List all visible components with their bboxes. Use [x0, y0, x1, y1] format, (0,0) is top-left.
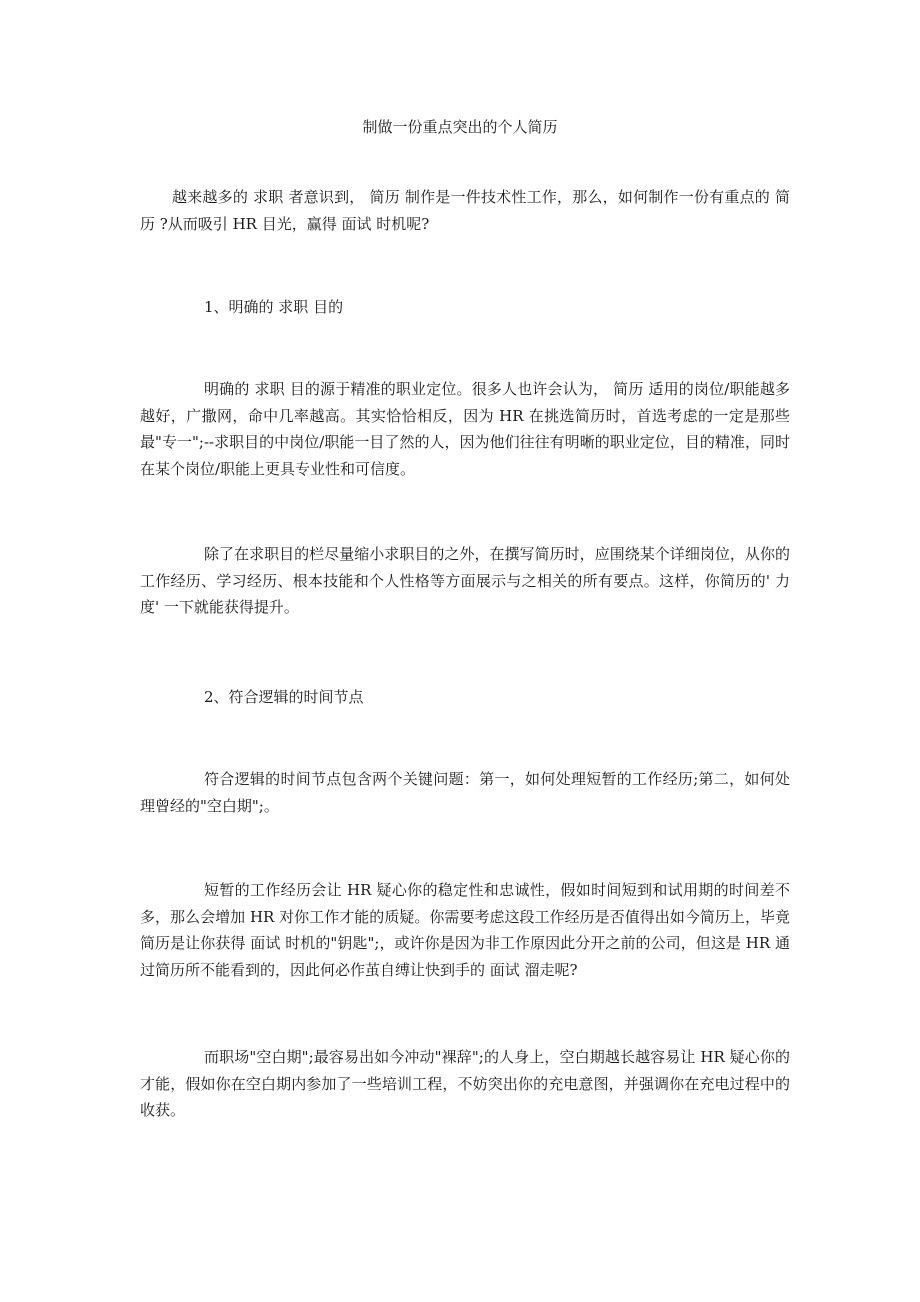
body-paragraph: 明确的 求职 目的源于精准的职业定位。很多人也许会认为， 简历 适用的岗位/职能越多越好，广撒网，命中几率越高。其实恰恰相反，因为 HR 在挑选简历时，首选考虑的一定是那些最"专一";--求职目的中岗位/职能一目了然的人，因为他们往往有明晰的职业定位，目的精准，同时在某个岗位/职能上更具专业性和可信度。 — [140, 380, 790, 478]
section-heading: 1、明确的 求职 目的 — [204, 298, 344, 316]
section-heading: 2、符合逻辑的时间节点 — [204, 688, 364, 706]
intro-paragraph: 越来越多的 求职 者意识到， 简历 制作是一件技术性工作，那么，如何制作一份有重点的 简历 ?从而吸引 HR 目光，赢得 面试 时机呢? — [140, 188, 790, 233]
body-paragraph: 而职场"空白期";最容易出如今冲动"裸辞";的人身上，空白期越长越容易让 HR 疑心你的才能，假如你在空白期内参加了一些培训工程，不妨突出你的充电意图，并强调你在充电过程中的收获。 — [140, 1048, 790, 1119]
body-paragraph: 除了在求职目的栏尽量缩小求职目的之外，在撰写简历时，应围绕某个详细岗位，从你的工作经历、学习经历、根本技能和个人性格等方面展示与之相关的所有要点。这样，你简历的' 力度' 一下就能获得提升。 — [140, 545, 790, 616]
document-title: 制做一份重点突出的个人简历 — [362, 118, 558, 136]
body-paragraph: 符合逻辑的时间节点包含两个关键问题：第一，如何处理短暂的工作经历;第二，如何处理曾经的"空白期";。 — [140, 770, 790, 815]
body-paragraph: 短暂的工作经历会让 HR 疑心你的稳定性和忠诚性，假如时间短到和试用期的时间差不多，那么会增加 HR 对你工作才能的质疑。你需要考虑这段工作经历是否值得出如今简历上，毕竟简历是让你获得 面试 时机的"钥匙";，或许你是因为非工作原因此分开之前的公司，但这是 HR 通过简历所不能看到的，因此何必作茧自缚让快到手的 面试 溜走呢? — [140, 881, 790, 979]
